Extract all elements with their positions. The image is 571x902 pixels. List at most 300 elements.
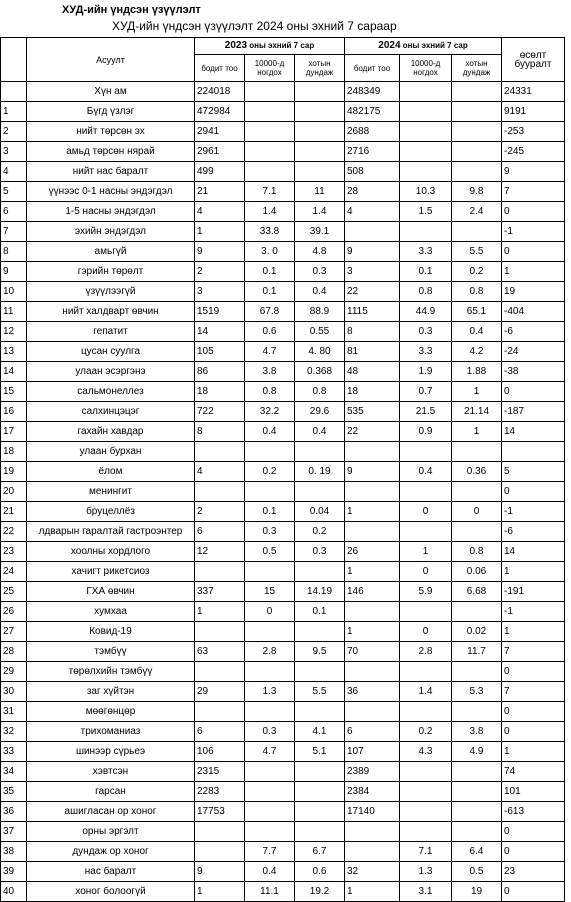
- cell-c24: 4.9: [452, 742, 502, 762]
- cell-d: 7: [502, 682, 565, 702]
- cell-r24: [400, 802, 452, 822]
- cell-n: 34: [1, 762, 27, 782]
- table-row: [1, 142, 565, 162]
- cell-d: 9: [502, 162, 565, 182]
- cell-name: нас баралт: [27, 862, 195, 882]
- cell-a24: 22: [345, 422, 400, 442]
- cell-c24: 0: [452, 502, 502, 522]
- cell-a24: 1: [345, 882, 400, 902]
- cell-c23: 19.2: [295, 882, 345, 902]
- cell-c23: [295, 762, 345, 782]
- cell-name: гэрийн төрөлт: [27, 262, 195, 282]
- cell-d: 9191: [502, 102, 565, 122]
- cell-r23: 0.5: [245, 542, 295, 562]
- cell-r24: 1.9: [400, 362, 452, 382]
- cell-name: нийт нас баралт: [27, 162, 195, 182]
- cell-r24: 7.1: [400, 842, 452, 862]
- cell-name: Бүгд үзлэг: [27, 102, 195, 122]
- cell-d: -38: [502, 362, 565, 382]
- cell-r24: 21.5: [400, 402, 452, 422]
- cell-c24: [452, 82, 502, 102]
- cell-c23: 0.3: [295, 542, 345, 562]
- cell-r24: 1.3: [400, 862, 452, 882]
- cell-c23: [295, 622, 345, 642]
- cell-n: 12: [1, 322, 27, 342]
- cell-d: -24: [502, 342, 565, 362]
- cell-a24: 1: [345, 622, 400, 642]
- cell-a24: 248349: [345, 82, 400, 102]
- cell-a24: 1: [345, 502, 400, 522]
- cell-a23: [195, 702, 245, 722]
- cell-a23: [195, 562, 245, 582]
- cell-d: 0: [502, 842, 565, 862]
- table-row: [1, 322, 565, 342]
- cell-a23: 472984: [195, 102, 245, 122]
- cell-c23: 0.3: [295, 262, 345, 282]
- cell-c23: 39.1: [295, 222, 345, 242]
- cell-c23: 5.5: [295, 682, 345, 702]
- cell-c24: [452, 162, 502, 182]
- cell-name: ёлом: [27, 462, 195, 482]
- cell-c23: 0.4: [295, 422, 345, 442]
- cell-c24: 0.8: [452, 282, 502, 302]
- cell-a24: [345, 482, 400, 502]
- cell-d: 0: [502, 882, 565, 902]
- cell-c23: [295, 782, 345, 802]
- cell-a23: 18: [195, 382, 245, 402]
- cell-c23: [295, 702, 345, 722]
- cell-n: 30: [1, 682, 27, 702]
- cell-c23: 4.8: [295, 242, 345, 262]
- cell-c23: 4.1: [295, 722, 345, 742]
- cell-r24: 44.9: [400, 302, 452, 322]
- cell-name: хумхаа: [27, 602, 195, 622]
- cell-c23: 1.4: [295, 202, 345, 222]
- cell-r24: 3.3: [400, 242, 452, 262]
- header-year-2024-num: 2024: [378, 40, 401, 51]
- cell-r23: 0.4: [245, 422, 295, 442]
- table-row: [1, 682, 565, 702]
- cell-c23: 0.6: [295, 862, 345, 882]
- cell-n: 7: [1, 222, 27, 242]
- cell-a24: 8: [345, 322, 400, 342]
- header-rate-2024: 10000-д ногдох: [400, 55, 452, 82]
- cell-c24: [452, 822, 502, 842]
- table-row: [1, 302, 565, 322]
- table-row: [1, 642, 565, 662]
- table-row: [1, 482, 565, 502]
- cell-d: 0: [502, 382, 565, 402]
- cell-a23: 9: [195, 242, 245, 262]
- cell-name: тэмбүү: [27, 642, 195, 662]
- table-row: [1, 882, 565, 902]
- cell-c24: 0.02: [452, 622, 502, 642]
- cell-c24: 6.68: [452, 582, 502, 602]
- cell-r23: 2.8: [245, 642, 295, 662]
- cell-r24: 0: [400, 502, 452, 522]
- cell-n: [1, 82, 27, 102]
- cell-r24: [400, 482, 452, 502]
- cell-r24: 1: [400, 542, 452, 562]
- cell-d: 7: [502, 642, 565, 662]
- cell-name: 1-5 насны эндэгдэл: [27, 202, 195, 222]
- header-avg-2024: хотын дундаж: [452, 55, 502, 82]
- cell-a24: [345, 442, 400, 462]
- cell-a24: 28: [345, 182, 400, 202]
- cell-c24: 0.5: [452, 862, 502, 882]
- cell-r23: 3.8: [245, 362, 295, 382]
- cell-d: 1: [502, 562, 565, 582]
- header-year-2024-text: оны эхний 7 сар: [400, 41, 468, 50]
- cell-a23: 6: [195, 722, 245, 742]
- cell-r24: 0.1: [400, 262, 452, 282]
- cell-c23: [295, 142, 345, 162]
- cell-d: 7: [502, 182, 565, 202]
- cell-a24: [345, 602, 400, 622]
- cell-n: 28: [1, 642, 27, 662]
- cell-c24: 1: [452, 422, 502, 442]
- cell-r24: [400, 142, 452, 162]
- cell-r24: 0.9: [400, 422, 452, 442]
- cell-name: хоног болоогүй: [27, 882, 195, 902]
- cell-c23: 0.04: [295, 502, 345, 522]
- cell-a23: 2: [195, 262, 245, 282]
- cell-a23: 21: [195, 182, 245, 202]
- cell-r24: 3.1: [400, 882, 452, 902]
- table-row: [1, 762, 565, 782]
- table-row: [1, 262, 565, 282]
- cell-d: -6: [502, 322, 565, 342]
- cell-r23: 0.6: [245, 322, 295, 342]
- cell-d: -245: [502, 142, 565, 162]
- cell-a24: 535: [345, 402, 400, 422]
- cell-n: 11: [1, 302, 27, 322]
- cell-r23: [245, 782, 295, 802]
- cell-c24: [452, 482, 502, 502]
- cell-c24: 4.2: [452, 342, 502, 362]
- table-row: [1, 442, 565, 462]
- cell-n: 35: [1, 782, 27, 802]
- cell-name: нийт халдварт өвчин: [27, 302, 195, 322]
- cell-a23: 499: [195, 162, 245, 182]
- cell-d: 74: [502, 762, 565, 782]
- cell-r24: [400, 222, 452, 242]
- cell-r23: 0.3: [245, 722, 295, 742]
- cell-d: 1: [502, 742, 565, 762]
- cell-n: 14: [1, 362, 27, 382]
- cell-c23: 0.55: [295, 322, 345, 342]
- cell-r24: [400, 522, 452, 542]
- table-row: [1, 562, 565, 582]
- cell-c24: 0.4: [452, 322, 502, 342]
- cell-a24: 2716: [345, 142, 400, 162]
- cell-n: 13: [1, 342, 27, 362]
- cell-d: 0: [502, 482, 565, 502]
- cell-d: -253: [502, 122, 565, 142]
- cell-a23: 2283: [195, 782, 245, 802]
- cell-c24: [452, 602, 502, 622]
- cell-a23: [195, 662, 245, 682]
- cell-r23: [245, 162, 295, 182]
- cell-name: лдварын гаралтай гастроэнтер: [27, 522, 195, 542]
- cell-r23: [245, 482, 295, 502]
- table-row: [1, 462, 565, 482]
- cell-name: хачигт рикетсиоз: [27, 562, 195, 582]
- cell-c23: 0.8: [295, 382, 345, 402]
- cell-name: амьд төрсөн нярай: [27, 142, 195, 162]
- cell-n: 8: [1, 242, 27, 262]
- cell-n: 31: [1, 702, 27, 722]
- table-row: [1, 622, 565, 642]
- cell-r24: 0: [400, 562, 452, 582]
- cell-a23: 8: [195, 422, 245, 442]
- cell-a23: 12: [195, 542, 245, 562]
- cell-r24: 0: [400, 622, 452, 642]
- cell-n: 24: [1, 562, 27, 582]
- cell-name: гарсан: [27, 782, 195, 802]
- cell-a23: 9: [195, 862, 245, 882]
- cell-a24: 1: [345, 562, 400, 582]
- table-row: [1, 82, 565, 102]
- cell-c23: [295, 442, 345, 462]
- cell-name: гепатит: [27, 322, 195, 342]
- cell-d: 14: [502, 542, 565, 562]
- cell-c24: [452, 442, 502, 462]
- cell-r24: 10.3: [400, 182, 452, 202]
- cell-n: 40: [1, 882, 27, 902]
- cell-n: 20: [1, 482, 27, 502]
- cell-c23: 4. 80: [295, 342, 345, 362]
- cell-a23: 63: [195, 642, 245, 662]
- cell-n: 33: [1, 742, 27, 762]
- cell-r23: [245, 82, 295, 102]
- cell-name: Хүн ам: [27, 82, 195, 102]
- cell-a24: 107: [345, 742, 400, 762]
- cell-c24: [452, 142, 502, 162]
- cell-a24: [345, 662, 400, 682]
- cell-name: Ковид-19: [27, 622, 195, 642]
- cell-r23: [245, 702, 295, 722]
- cell-a23: 29: [195, 682, 245, 702]
- cell-name: мөөгөнцөр: [27, 702, 195, 722]
- cell-c24: 6.4: [452, 842, 502, 862]
- cell-a24: 508: [345, 162, 400, 182]
- table-row: [1, 582, 565, 602]
- cell-c24: [452, 102, 502, 122]
- header-year-2023-text: оны эхний 7 сар: [247, 41, 315, 50]
- cell-c24: [452, 762, 502, 782]
- table-body: [1, 82, 565, 902]
- cell-r24: 0.7: [400, 382, 452, 402]
- cell-name: улаан эсэргэнэ: [27, 362, 195, 382]
- cell-n: 25: [1, 582, 27, 602]
- cell-name: амьгүй: [27, 242, 195, 262]
- cell-r23: [245, 102, 295, 122]
- cell-r23: 7.7: [245, 842, 295, 862]
- cell-c24: 19: [452, 882, 502, 902]
- table-row: [1, 422, 565, 442]
- table-row: [1, 402, 565, 422]
- cell-name: орны эргэлт: [27, 822, 195, 842]
- cell-name: төрөлхийн тэмбүү: [27, 662, 195, 682]
- cell-r23: 0.3: [245, 522, 295, 542]
- cell-name: нийт төрсөн эх: [27, 122, 195, 142]
- cell-name: хоолны хордлого: [27, 542, 195, 562]
- cell-name: ашигласан ор хоног: [27, 802, 195, 822]
- cell-c23: 29.6: [295, 402, 345, 422]
- cell-d: -191: [502, 582, 565, 602]
- cell-c23: [295, 562, 345, 582]
- cell-a24: 18: [345, 382, 400, 402]
- cell-a23: 2: [195, 502, 245, 522]
- cell-a24: 48: [345, 362, 400, 382]
- cell-n: 2: [1, 122, 27, 142]
- cell-r23: 15: [245, 582, 295, 602]
- cell-r23: [245, 122, 295, 142]
- cell-r24: [400, 782, 452, 802]
- cell-c24: [452, 522, 502, 542]
- cell-r23: 4.7: [245, 342, 295, 362]
- cell-r23: [245, 662, 295, 682]
- cell-a23: 2315: [195, 762, 245, 782]
- cell-a24: 2389: [345, 762, 400, 782]
- cell-r24: 0.2: [400, 722, 452, 742]
- cell-r24: [400, 702, 452, 722]
- cell-n: 15: [1, 382, 27, 402]
- cell-d: -1: [502, 222, 565, 242]
- cell-r24: [400, 82, 452, 102]
- cell-a24: [345, 522, 400, 542]
- cell-a23: 17753: [195, 802, 245, 822]
- cell-r24: 5.9: [400, 582, 452, 602]
- cell-c24: [452, 662, 502, 682]
- table-row: [1, 722, 565, 742]
- cell-r24: [400, 442, 452, 462]
- cell-r24: 0.4: [400, 462, 452, 482]
- cell-a24: [345, 222, 400, 242]
- cell-name: цусан суулга: [27, 342, 195, 362]
- cell-d: 1: [502, 622, 565, 642]
- cell-a23: 14: [195, 322, 245, 342]
- cell-c23: 6.7: [295, 842, 345, 862]
- cell-r24: 0.3: [400, 322, 452, 342]
- cell-d: 14: [502, 422, 565, 442]
- cell-n: 4: [1, 162, 27, 182]
- cell-n: 23: [1, 542, 27, 562]
- cell-a24: 17140: [345, 802, 400, 822]
- cell-a23: [195, 842, 245, 862]
- cell-n: 36: [1, 802, 27, 822]
- cell-r24: [400, 602, 452, 622]
- cell-c24: 1.88: [452, 362, 502, 382]
- cell-c23: 0.368: [295, 362, 345, 382]
- cell-n: 32: [1, 722, 27, 742]
- cell-r24: 0.8: [400, 282, 452, 302]
- table-row: [1, 382, 565, 402]
- table-row: [1, 102, 565, 122]
- table-row: [1, 702, 565, 722]
- table-row: [1, 182, 565, 202]
- cell-c24: [452, 702, 502, 722]
- header-actual-2023: бодит тоо: [195, 55, 245, 82]
- cell-a23: 1: [195, 222, 245, 242]
- table-row: [1, 782, 565, 802]
- cell-d: 19: [502, 282, 565, 302]
- cell-name: трихоманиаз: [27, 722, 195, 742]
- cell-n: 5: [1, 182, 27, 202]
- cell-c23: 88.9: [295, 302, 345, 322]
- cell-n: 18: [1, 442, 27, 462]
- cell-n: 9: [1, 262, 27, 282]
- cell-d: 0: [502, 242, 565, 262]
- cell-r23: 67.8: [245, 302, 295, 322]
- cell-name: гахайн хавдар: [27, 422, 195, 442]
- cell-c24: [452, 222, 502, 242]
- header-year-2023: [195, 38, 345, 55]
- cell-a24: 26: [345, 542, 400, 562]
- table-row: [1, 522, 565, 542]
- cell-r23: 11.1: [245, 882, 295, 902]
- table-row: [1, 822, 565, 842]
- cell-n: 16: [1, 402, 27, 422]
- cell-r23: 0.1: [245, 282, 295, 302]
- cell-c23: [295, 162, 345, 182]
- cell-r23: 32.2: [245, 402, 295, 422]
- cell-a24: 9: [345, 462, 400, 482]
- cell-r23: [245, 822, 295, 842]
- cell-r24: [400, 162, 452, 182]
- cell-a24: 3: [345, 262, 400, 282]
- cell-r24: 4.3: [400, 742, 452, 762]
- cell-r23: 4.7: [245, 742, 295, 762]
- cell-a23: 6: [195, 522, 245, 542]
- cell-r24: 1.5: [400, 202, 452, 222]
- cell-r23: [245, 442, 295, 462]
- cell-c23: [295, 662, 345, 682]
- cell-name: үүнээс 0-1 насны эндэгдэл: [27, 182, 195, 202]
- header-year-2024: [345, 38, 502, 55]
- cell-a23: 2941: [195, 122, 245, 142]
- cell-a24: 9: [345, 242, 400, 262]
- cell-r24: [400, 662, 452, 682]
- header-actual-2024: бодит тоо: [345, 55, 400, 82]
- cell-a24: 146: [345, 582, 400, 602]
- table-row: [1, 742, 565, 762]
- cell-r24: 3.3: [400, 342, 452, 362]
- cell-r23: 3. 0: [245, 242, 295, 262]
- cell-r24: [400, 822, 452, 842]
- cell-c24: 1: [452, 382, 502, 402]
- cell-d: 1: [502, 262, 565, 282]
- cell-d: -6: [502, 522, 565, 542]
- cell-r23: [245, 762, 295, 782]
- cell-d: 23: [502, 862, 565, 882]
- cell-c24: 0.2: [452, 262, 502, 282]
- cell-c23: [295, 802, 345, 822]
- cell-a24: 482175: [345, 102, 400, 122]
- cell-r23: 0.1: [245, 262, 295, 282]
- cell-r23: 0.1: [245, 502, 295, 522]
- cell-n: 19: [1, 462, 27, 482]
- cell-name: улаан бурхан: [27, 442, 195, 462]
- table-row: [1, 242, 565, 262]
- table-row: [1, 162, 565, 182]
- cell-a23: 4: [195, 462, 245, 482]
- cell-r24: 1.4: [400, 682, 452, 702]
- cell-a23: 4: [195, 202, 245, 222]
- cell-a23: 1: [195, 882, 245, 902]
- cell-n: 6: [1, 202, 27, 222]
